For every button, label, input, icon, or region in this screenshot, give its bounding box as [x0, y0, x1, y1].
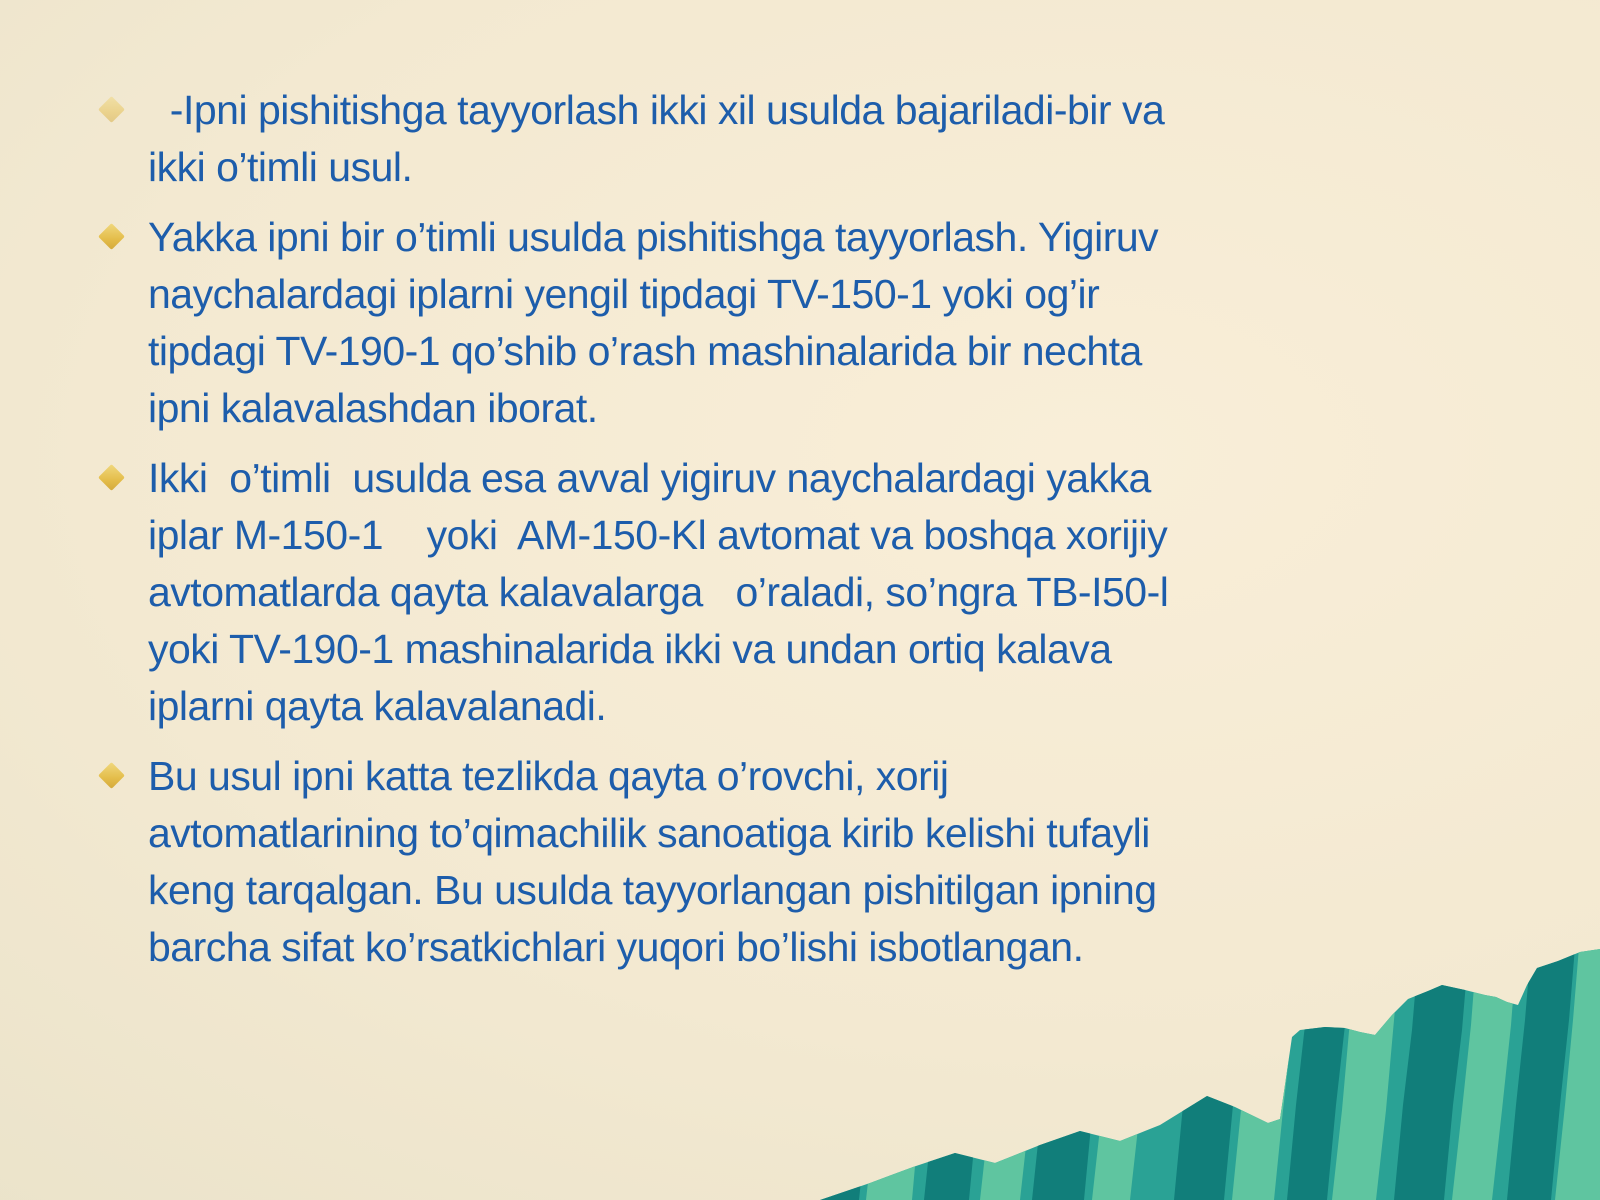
- diamond-bullet-icon: [98, 762, 125, 789]
- bullet-line: -Ipni pishitishga tayyorlash ikki xil usulda bajariladi-bir va: [148, 87, 1165, 133]
- bullet-list: [100, 82, 1500, 989]
- bullet-line: iplar M-150-1 yoki AM-150-Kl avtomat va boshqa xorijiy: [148, 512, 1168, 558]
- bullet-item: [100, 450, 1500, 735]
- bullet-line: iplarni qayta kalavalanadi.: [148, 683, 607, 729]
- bullet-line: ipni kalavalashdan iborat.: [148, 385, 598, 431]
- bullet-line: naychalardagi iplarni yengil tipdagi TV-150-1 yoki og’ir: [148, 271, 1100, 317]
- diamond-bullet-icon: [98, 96, 125, 123]
- bullet-item: [100, 209, 1500, 437]
- bullet-line: Yakka ipni bir o’timli usulda pishitishga tayyorlash. Yigiruv: [148, 214, 1159, 260]
- diamond-bullet-icon: [98, 223, 125, 250]
- bullet-line: keng tarqalgan. Bu usulda tayyorlangan pishitilgan ipning: [148, 867, 1157, 913]
- bullet-line: avtomatlarining to’qimachilik sanoatiga kirib kelishi tufayli: [148, 810, 1150, 856]
- bullet-line: yoki TV-190-1 mashinalarida ikki va undan ortiq kalava: [148, 626, 1112, 672]
- bullet-line: Ikki o’timli usulda esa avval yigiruv naychalardagi yakka: [148, 455, 1151, 501]
- bullet-item: [100, 82, 1500, 196]
- bullet-line: ikki o’timli usul.: [148, 144, 413, 190]
- mountain-decoration: [780, 935, 1600, 1200]
- bullet-line: avtomatlarda qayta kalavalarga o’raladi, so’ngra TB-I50-l: [148, 569, 1169, 615]
- bullet-line: Bu usul ipni katta tezlikda qayta o’rovchi, xorij: [148, 753, 949, 799]
- bullet-line: tipdagi TV-190-1 qo’shib o’rash mashinalarida bir nechta: [148, 328, 1142, 374]
- diamond-bullet-icon: [98, 464, 125, 491]
- bullet-line: barcha sifat ko’rsatkichlari yuqori bo’lishi isbotlangan.: [148, 924, 1084, 970]
